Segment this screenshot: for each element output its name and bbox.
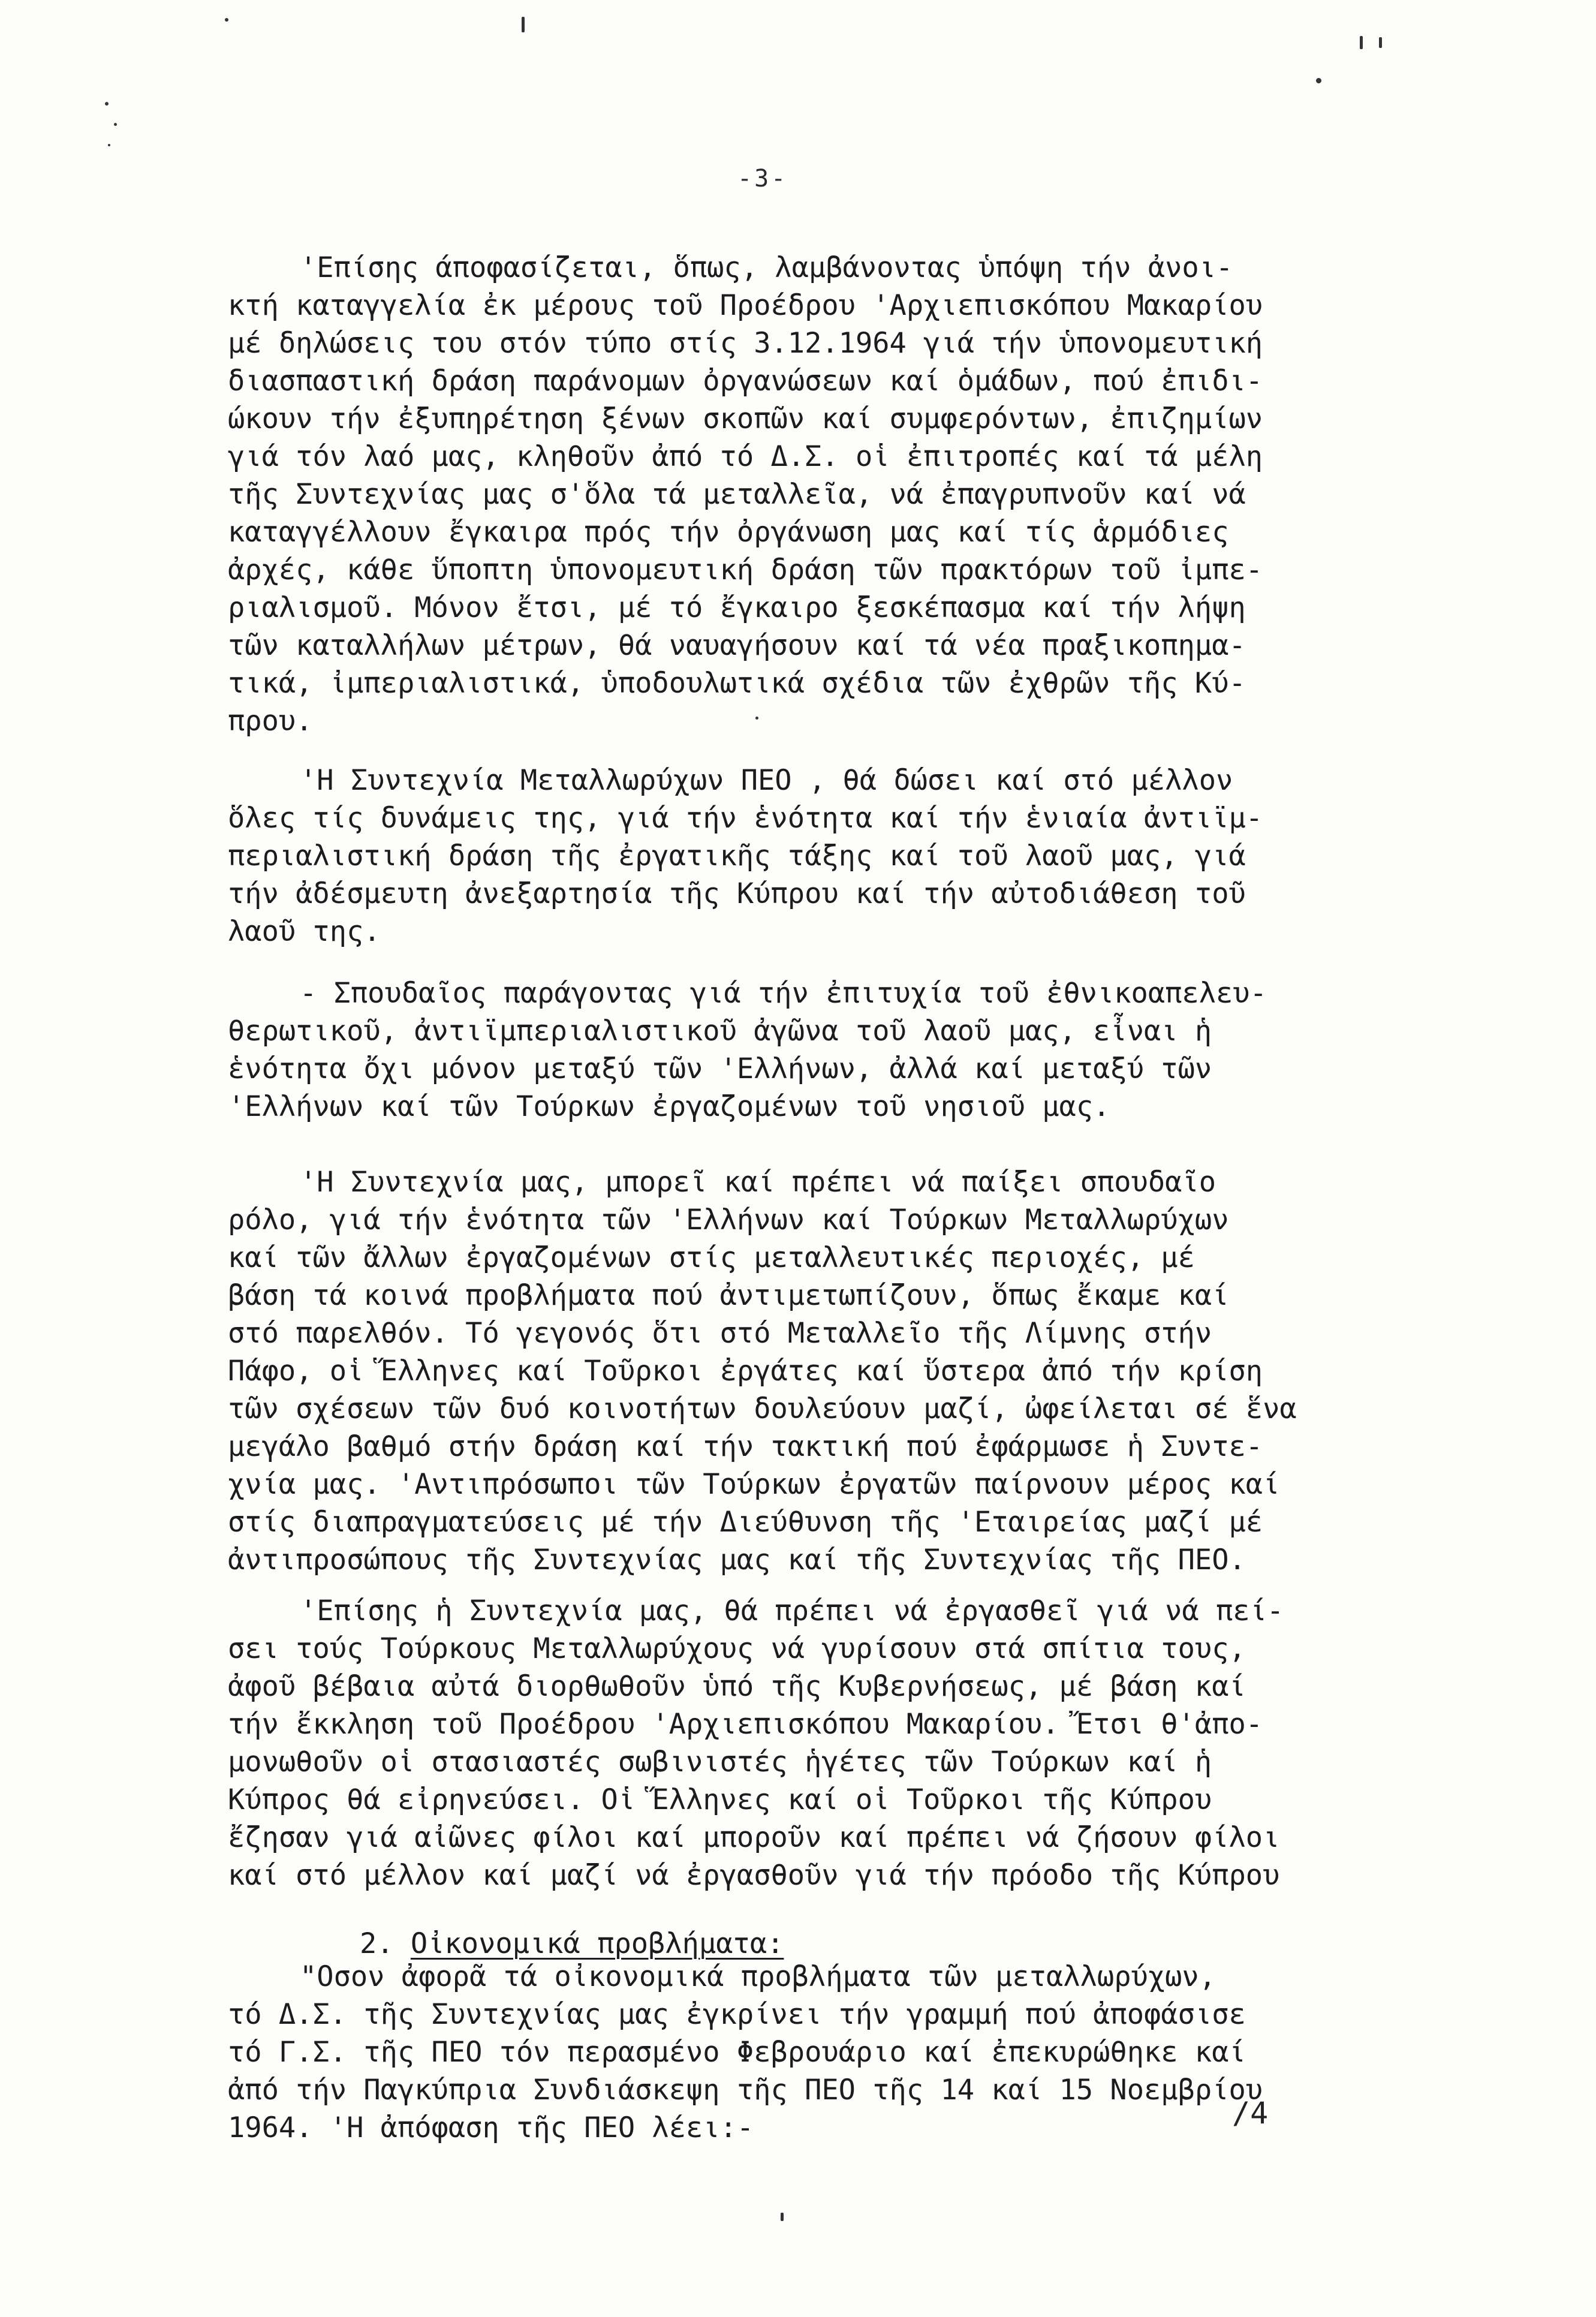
section-title: Οἰκονομικά προβλήματα: (410, 1927, 784, 1960)
scan-speck (522, 17, 525, 32)
text-line: "Οσον ἀφορᾶ τά οἰκονομικά προβλήματα τῶν μεταλλωρύχων, (300, 1960, 1216, 1993)
text-line: ρόλο, γιά τήν ἑνότητα τῶν 'Ελλήνων καί Τούρκων Μεταλλωρύχων (228, 1203, 1229, 1236)
text-line: καί τῶν ἄλλων ἐργαζομένων στίς μεταλλευτικές περιοχές, μέ (228, 1241, 1195, 1274)
paragraph-1 (228, 249, 1421, 740)
scan-speck (114, 123, 117, 126)
text-line: περιαλιστική δράση τῆς ἐργατικῆς τάξης καί τοῦ λαοῦ μας, γιά (228, 839, 1246, 872)
text-line: τῶν σχέσεων τῶν δυό κοινοτήτων δουλεύουν μαζί, ὠφείλεται σέ ἕνα (228, 1392, 1297, 1425)
text-line: 'Η Συντεχνία μας, μπορεῖ καί πρέπει νά παίξει σπουδαῖο (300, 1166, 1216, 1199)
scan-speck (781, 2213, 784, 2221)
text-line: βάση τά κοινά προβλήματα πού ἀντιμετωπίζουν, ὅπως ἔκαμε καί (228, 1279, 1229, 1312)
text-line: τό Δ.Σ. τῆς Συντεχνίας μας ἐγκρίνει τήν γραμμή πού ἀποφάσισε (228, 1998, 1246, 2031)
text-line: τό Γ.Σ. τῆς ΠΕΟ τόν περασμένο Φεβρουάριο καί ἐπεκυρώθηκε καί (228, 2036, 1246, 2069)
text-line: τικά, ἰμπεριαλιστικά, ὑποδουλωτικά σχέδια τῶν ἐχθρῶν τῆς Κύ- (228, 667, 1246, 700)
page-number: -3- (737, 165, 788, 192)
text-line: διασπαστική δράση παράνομων ὀργανώσεων καί ὁμάδων, πού ἐπιδι- (228, 365, 1263, 398)
text-line: γιά τόν λαό μας, κληθοῦν ἀπό τό Δ.Σ. οἱ ἐπιτροπές καί τά μέλη (228, 440, 1263, 473)
paragraph-2 (228, 762, 1421, 950)
text-line: ώκουν τήν ἐξυπηρέτηση ξένων σκοπῶν καί συμφερόντων, ἐπιζημίων (228, 402, 1263, 435)
text-line: 'Επίσης ἡ Συντεχνία μας, θά πρέπει νά ἐργασθεῖ γιά νά πεί- (300, 1594, 1284, 1627)
text-line: χνία μας. 'Αντιπρόσωποι τῶν Τούρκων ἐργατῶν παίρνουν μέρος καί (228, 1468, 1280, 1501)
text-line: θερωτικοῦ, ἀντιϊμπεριαλιστικοῦ ἀγῶνα τοῦ λαοῦ μας, εἶναι ἡ (228, 1015, 1212, 1048)
text-line: καταγγέλλουν ἔγκαιρα πρός τήν ὀργάνωση μας καί τίς ἁρμόδιες (228, 516, 1229, 549)
text-line: ἑνότητα ὄχι μόνον μεταξύ τῶν 'Ελλήνων, ἀλλά καί μεταξύ τῶν (228, 1052, 1212, 1085)
text-line: 'Ελλήνων καί τῶν Τούρκων ἐργαζομένων τοῦ νησιοῦ μας. (228, 1090, 1110, 1123)
text-line: τῆς Συντεχνίας μας σ'ὅλα τά μεταλλεῖα, νά ἐπαγρυπνοῦν καί νά (228, 478, 1246, 511)
text-line: τήν ἀδέσμευτη ἀνεξαρτησία τῆς Κύπρου καί τήν αὐτοδιάθεση τοῦ (228, 877, 1246, 910)
text-line: καί στό μέλλον καί μαζί νά ἐργασθοῦν γιά τήν πρόοδο τῆς Κύπρου (228, 1859, 1280, 1892)
scan-speck (225, 18, 228, 22)
paragraph-4 (228, 1163, 1421, 1579)
text-line: ἔζησαν γιά αἰῶνες φίλοι καί μποροῦν καί πρέπει νά ζήσουν φίλοι (228, 1821, 1280, 1854)
text-line: ριαλισμοῦ. Μόνον ἔτσι, μέ τό ἔγκαιρο ξεσκέπασμα καί τήν λήψη (228, 591, 1246, 624)
text-line: μέ δηλώσεις του στόν τύπο στίς 3.12.1964 γιά τήν ὑπονομευτική (228, 327, 1263, 360)
continuation-mark: /4 (1232, 2096, 1269, 2131)
text-line: σει τούς Τούρκους Μεταλλωρύχους νά γυρίσουν στά σπίτια τους, (228, 1632, 1246, 1665)
text-line: τῶν καταλλήλων μέτρων, θά ναυαγήσουν καί τά νέα πραξικοπημα- (228, 629, 1246, 662)
scan-speck (105, 102, 109, 106)
text-line: κτή καταγγελία ἐκ μέρους τοῦ Προέδρου 'Αρχιεπισκόπου Μακαρίου (228, 289, 1263, 322)
text-line: μεγάλο βαθμό στήν δράση καί τήν τακτική πού ἐφάρμωσε ἡ Συντε- (228, 1430, 1263, 1463)
text-line: ὅλες τίς δυνάμεις της, γιά τήν ἑνότητα καί τήν ἑνιαία ἀντιϊμ- (228, 802, 1263, 835)
text-line: - Σπουδαῖος παράγοντας γιά τήν ἐπιτυχία τοῦ ἐθνικοαπελευ- (300, 977, 1267, 1010)
scan-speck (108, 144, 110, 146)
text-line: μονωθοῦν οἱ στασιαστές σωβινιστές ἡγέτες τῶν Τούρκων καί ἡ (228, 1746, 1212, 1779)
text-line: Κύπρος θά εἰρηνεύσει. Οἱ Ἕλληνες καί οἱ Τοῦρκοι τῆς Κύπρου (228, 1783, 1212, 1816)
scan-speck (1360, 36, 1363, 49)
paragraph-5 (228, 1592, 1421, 1894)
text-line: ἀφοῦ βέβαια αὐτά διορθωθοῦν ὑπό τῆς Κυβερνήσεως, μέ βάση καί (228, 1670, 1246, 1703)
text-line: ἀντιπροσώπους τῆς Συντεχνίας μας καί τῆς Συντεχνίας τῆς ΠΕΟ. (228, 1543, 1246, 1576)
text-line: ἀρχές, κάθε ὕποπτη ὑπονομευτική δράση τῶν πρακτόρων τοῦ ἰμπε- (228, 553, 1263, 586)
text-line: τήν ἔκκληση τοῦ Προέδρου 'Αρχιεπισκόπου Μακαρίου. Ἔτσι θ'ἀπο- (228, 1708, 1263, 1741)
text-line: λαοῦ της. (228, 915, 381, 948)
section-number: 2. (360, 1927, 394, 1960)
text-line: πρου. (228, 705, 313, 738)
text-line: 'Η Συντεχνία Μεταλλωρύχων ΠΕΟ , θά δώσει καί στό μέλλον (300, 764, 1233, 797)
scan-speck (1379, 37, 1382, 48)
section-heading (360, 1925, 1553, 1963)
paragraph-3 (228, 974, 1421, 1126)
text-line: στίς διαπραγματεύσεις μέ τήν Διεύθυνση τῆς 'Εταιρείας μαζί μέ (228, 1506, 1263, 1539)
text-line: 1964. 'Η ἀπόφαση τῆς ΠΕΟ λέει:- (228, 2111, 754, 2144)
text-line: 'Επίσης άποφασίζεται, ὅπως, λαμβάνοντας ὑπόψη τήν ἀνοι- (300, 251, 1233, 284)
scan-speck (1316, 78, 1321, 83)
text-line: στό παρελθόν. Τό γεγονός ὅτι στό Μεταλλεῖο τῆς Λίμνης στήν (228, 1317, 1212, 1350)
text-line: ἀπό τήν Παγκύπρια Συνδιάσκεψη τῆς ΠΕΟ τῆς 14 καί 15 Νοεμβρίου (228, 2074, 1263, 2107)
text-line: Πάφο, οἱ Ἕλληνες καί Τοῦρκοι ἐργάτες καί ὕστερα ἀπό τήν κρίση (228, 1355, 1263, 1388)
